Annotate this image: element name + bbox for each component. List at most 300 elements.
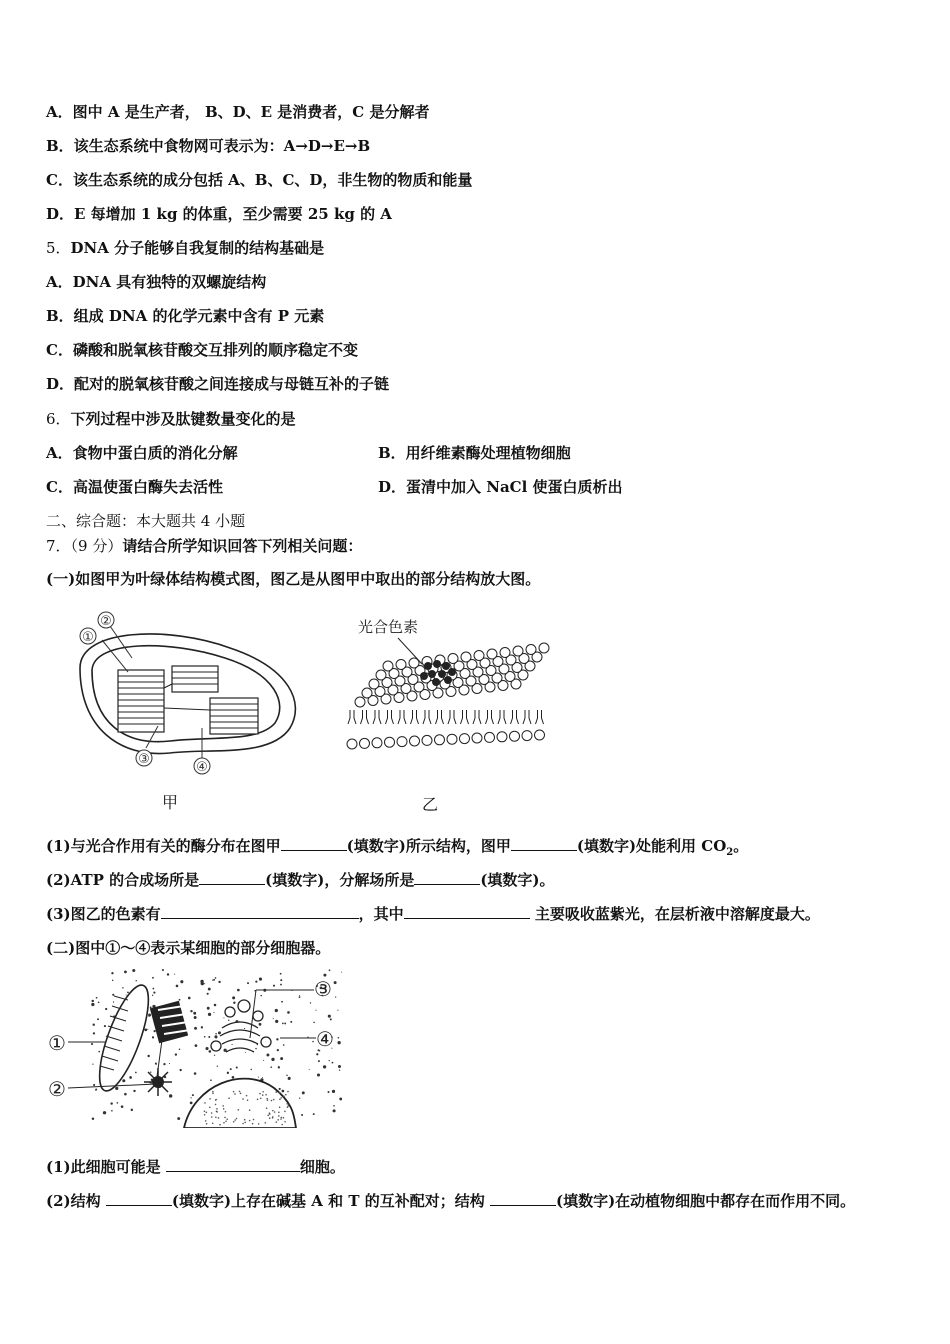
chromatin-dot (238, 1109, 240, 1111)
ribosome-dot (163, 1063, 165, 1065)
ribosome-dot (262, 1077, 263, 1078)
ribosome-dot (330, 1018, 332, 1020)
ribosome-dot (307, 1036, 308, 1037)
chromatin-dot (283, 1095, 285, 1097)
ribosome-dot (204, 1036, 206, 1038)
chromatin-dot (278, 1115, 280, 1117)
answer-blank[interactable] (161, 904, 359, 919)
ribosome-dot (98, 1001, 100, 1003)
ribosome-dot (312, 1041, 314, 1043)
q7-sub1-end: 。 (733, 837, 749, 855)
ribosome-dot (236, 1067, 238, 1069)
ribosome-dot (301, 1114, 303, 1116)
lipid-head (461, 652, 471, 662)
q5-text: DNA 分子能够自我复制的结构基础是 (70, 239, 325, 257)
ribosome-dot (328, 1015, 331, 1018)
ribosome-dot (290, 1021, 292, 1023)
answer-blank[interactable] (490, 1191, 556, 1206)
ribosome-dot (91, 1043, 93, 1045)
chromatin-dot (216, 1111, 218, 1113)
chromatin-dot (273, 1099, 275, 1101)
chromatin-dot (280, 1117, 282, 1119)
ribosome-dot (162, 969, 164, 971)
chromatin-dot (262, 1094, 264, 1096)
ribosome-dot (96, 997, 98, 999)
ribosome-dot (188, 997, 191, 1000)
lipid-tail (348, 710, 356, 724)
ribosome-dot (93, 1032, 95, 1034)
chromatin-dot (258, 1123, 260, 1125)
ribosome-dot (309, 1069, 310, 1070)
ribosome-dot (288, 1077, 291, 1080)
chromatin-dot (234, 1119, 236, 1121)
ribosome-dot (212, 979, 213, 980)
ribosome-dot (93, 1084, 95, 1086)
ribosome-dot (215, 977, 217, 979)
q6-number: 6． (46, 410, 71, 428)
ribosome-dot (135, 1072, 137, 1074)
chromatin-dot (244, 1122, 246, 1124)
chromatin-dot (236, 1118, 238, 1120)
ribosome-dot (209, 1050, 212, 1053)
chloroplast-label-1: ① (82, 630, 94, 645)
chromatin-dot (285, 1094, 287, 1096)
ribosome-dot (179, 1069, 181, 1071)
ribosome-dot (338, 1065, 341, 1068)
ribosome-dot (277, 1049, 279, 1051)
q6-option-a: A．食物中蛋白质的消化分解 (46, 444, 238, 462)
chromatin-dot (265, 1122, 267, 1124)
thylakoid-membrane-diagram (340, 612, 560, 762)
ribosome-dot (334, 981, 337, 984)
ribosome-dot (339, 1098, 342, 1101)
lipid-head (460, 734, 470, 744)
ribosome-dot (167, 973, 169, 975)
ribosome-dot (93, 1023, 95, 1025)
chromatin-dot (284, 1121, 286, 1123)
ribosome-dot (117, 1102, 119, 1104)
ribosome-dot (133, 1090, 135, 1092)
ribosome-dot (258, 1077, 259, 1078)
q6-option-c: C．高温使蛋白酶失去活性 (46, 478, 223, 496)
ribosome-dot (215, 1033, 217, 1035)
chromatin-dot (252, 1123, 254, 1125)
ribosome-dot (329, 969, 331, 971)
ribosome-dot (152, 995, 153, 996)
ribosome-dot (316, 1053, 318, 1055)
ribosome-dot (95, 1090, 96, 1091)
ribosome-dot (155, 1063, 156, 1064)
lipid-head (383, 661, 393, 671)
q7-sub3-part-a: (3)图乙的色素有 (46, 905, 161, 923)
q5-option-d: D．配对的脱氧核苷酸之间连接成与母链互补的子链 (46, 375, 390, 393)
ribosome-dot (255, 981, 257, 983)
ribosome-dot (214, 1004, 217, 1007)
ribosome-dot (318, 1060, 320, 1062)
ribosome-dot (323, 1065, 326, 1068)
chromatin-dot (246, 1095, 248, 1097)
chromatin-dot (287, 1091, 289, 1093)
section2-heading: 二、综合题：本大题共 4 小题 (46, 512, 246, 530)
ribosome-dot (174, 974, 175, 975)
q6-row-cd (46, 477, 623, 497)
q4-option-c: C．该生态系统的成分包括 A、B、C、D，非生物的物质和能量 (46, 171, 473, 189)
ribosome-dot (91, 1000, 93, 1002)
ribosome-dot (287, 1011, 290, 1014)
q4-option-b: B．该生态系统中食物网可表示为：A→D→E→B (46, 137, 371, 155)
ribosome-dot (317, 1073, 320, 1076)
ribosome-dot (237, 989, 240, 992)
q4-option-a: A．图中 A 是生产者， B、D、E 是消费者，C 是分解者 (46, 103, 430, 121)
ribosome-dot (280, 984, 282, 986)
chromatin-dot (283, 1117, 285, 1119)
ribosome-dot (283, 1044, 285, 1046)
ribosome-dot (115, 1087, 118, 1090)
chromatin-dot (277, 1119, 279, 1121)
ribosome-dot (104, 1025, 106, 1027)
chromatin-dot (275, 1091, 277, 1093)
ribosome-dot (190, 1010, 192, 1012)
ribosome-dot (332, 1090, 335, 1093)
chromatin-dot (286, 1103, 288, 1105)
lipid-head (376, 670, 386, 680)
q7-sub1-part-b: (填数字)所示结构，图甲 (346, 837, 511, 855)
chromatin-dot (260, 1097, 262, 1099)
q6-stem (46, 409, 296, 429)
ribosome-dot (111, 972, 113, 974)
ribosome-dot (92, 1117, 94, 1119)
ribosome-dot (284, 1023, 286, 1025)
lipid-head (355, 697, 365, 707)
ribosome-dot (208, 988, 211, 991)
cell-label-1: ① (48, 1031, 66, 1055)
lipid-head (385, 737, 395, 747)
chloroplast-label-3: ③ (138, 752, 150, 767)
q7-stem (46, 536, 362, 556)
ribosome-dot (122, 1079, 125, 1082)
answer-blank[interactable] (281, 836, 347, 851)
lipid-head (447, 734, 457, 744)
ribosome-dot (232, 996, 235, 999)
ribosome-dot (213, 1012, 214, 1013)
ribosome-dot (110, 1102, 112, 1104)
q7-sub2 (46, 870, 555, 890)
lipid-head (472, 733, 482, 743)
ribosome-dot (112, 980, 113, 981)
ribosome-dot (280, 979, 282, 981)
ribosome-dot (204, 983, 205, 984)
ribosome-dot (273, 1018, 274, 1019)
chromatin-dot (275, 1121, 277, 1123)
chromatin-dot (223, 1122, 225, 1124)
ribosome-dot (276, 1038, 278, 1040)
ribosome-dot (103, 1111, 106, 1114)
ribosome-dot (205, 1047, 208, 1050)
q7-part2-sub2-part-a: (2)结构 (46, 1192, 106, 1210)
q6-row-ab (46, 443, 571, 463)
ribosome-dot (176, 985, 179, 988)
q7-sub2-part-b: (填数字)，分解场所是 (265, 871, 415, 889)
ribosome-dot (147, 1029, 148, 1030)
chromatin-dot (280, 1097, 282, 1099)
answer-blank[interactable] (199, 870, 265, 885)
answer-blank[interactable] (166, 1157, 300, 1172)
q7-part2-sub2-part-c: (填数字)在动植物细胞中都存在而作用不同。 (555, 1192, 856, 1210)
ribosome-dot (313, 1113, 315, 1115)
ribosome-dot (299, 995, 300, 996)
lipid-tail (411, 710, 419, 724)
ribosome-dot (121, 1105, 124, 1108)
q5-option-a: A．DNA 具有独特的双螺旋结构 (46, 273, 267, 291)
ribosome-dot (263, 1060, 264, 1061)
ribosome-dot (194, 1016, 197, 1019)
chromatin-dot (212, 1091, 214, 1093)
q7-sub3 (46, 904, 820, 924)
lipid-tail (523, 710, 531, 724)
lipid-head (360, 738, 370, 748)
ribosome-dot (111, 1110, 113, 1112)
ribosome-dot (152, 1036, 154, 1038)
ribosome-dot (98, 1051, 100, 1053)
lipid-head (410, 736, 420, 746)
chromatin-dot (266, 1098, 268, 1100)
ribosome-dot (194, 1072, 197, 1075)
q7-sub2-part-c: (填数字)。 (480, 871, 555, 889)
chromatin-dot (272, 1116, 274, 1118)
ribosome-dot (195, 1044, 198, 1047)
ribosome-dot (208, 1036, 210, 1038)
ribosome-dot (152, 988, 154, 990)
ribosome-dot (333, 1109, 336, 1112)
chromatin-dot (206, 1112, 208, 1114)
lipid-tail (511, 710, 519, 724)
ribosome-dot (218, 1031, 221, 1034)
chromatin-dot (280, 1118, 282, 1120)
chromatin-dot (211, 1116, 213, 1118)
q4-option-d: D．E 每增加 1 kg 的体重，至少需要 25 kg 的 A (46, 205, 392, 223)
ribosome-dot (124, 1093, 127, 1096)
chromatin-dot (211, 1112, 213, 1114)
ribosome-dot (92, 1064, 93, 1065)
ribosome-dot (113, 1001, 114, 1002)
ribosome-dot (210, 1079, 212, 1081)
ribosome-dot (169, 1063, 170, 1064)
q5-stem (46, 238, 324, 258)
ribosome-dot (247, 982, 249, 984)
ribosome-dot (270, 1066, 272, 1068)
q5-number: 5． (46, 239, 71, 257)
ribosome-dot (124, 971, 127, 974)
ribosome-dot (335, 996, 336, 997)
answer-blank[interactable] (106, 1191, 172, 1206)
ribosome-dot (193, 1012, 196, 1015)
chromatin-dot (284, 1111, 286, 1113)
chromatin-dot (225, 1120, 227, 1122)
chromatin-dot (271, 1100, 273, 1102)
ribosome-dot (147, 1055, 149, 1057)
ribosome-dot (207, 1007, 210, 1010)
chromatin-dot (274, 1111, 276, 1113)
q6-option-b: B．用纤维素酶处理植物细胞 (378, 444, 571, 462)
lipid-tail (373, 710, 381, 724)
chloroplast-label-4: ④ (196, 760, 208, 775)
ribosome-dot (91, 1003, 94, 1006)
q7-part2-sub2 (46, 1191, 855, 1211)
chromatin-dot (224, 1117, 226, 1119)
ribosome-dot (299, 996, 301, 998)
ribosome-dot (126, 995, 127, 996)
lipid-head (485, 732, 495, 742)
lipid-head (500, 648, 510, 658)
ribosome-dot (152, 977, 154, 979)
ribosome-dot (201, 1026, 203, 1028)
chloroplast-label-2: ② (100, 614, 112, 629)
chromatin-dot (267, 1099, 269, 1101)
chromatin-dot (215, 1117, 217, 1119)
chromatin-dot (216, 1108, 218, 1110)
ribosome-dot (153, 992, 155, 994)
ribosome-dot (194, 1027, 197, 1030)
lipid-tail (398, 710, 406, 724)
ribosome-dot (213, 979, 215, 981)
lipid-head (526, 645, 536, 655)
chromatin-dot (204, 1110, 206, 1112)
q7-number: 7．（9 分） (46, 537, 123, 555)
lipid-tail (436, 710, 444, 724)
chromatin-dot (209, 1098, 211, 1100)
q6-option-d: D．蛋清中加入 NaCl 使蛋白质析出 (378, 478, 623, 496)
ribosome-dot (260, 995, 261, 996)
q7-sub1 (46, 836, 748, 863)
ribosome-dot (255, 1048, 256, 1049)
answer-blank[interactable] (511, 836, 577, 851)
chromatin-dot (279, 1092, 281, 1094)
ribosome-dot (215, 1036, 217, 1038)
q7-part2-intro: (二)图中①～④表示某细胞的部分细胞器。 (46, 939, 331, 957)
chromatin-dot (247, 1099, 249, 1101)
figure-yi-caption: 乙 (422, 795, 439, 814)
ribosome-dot (316, 1010, 317, 1011)
chromatin-dot (204, 1102, 206, 1104)
ribosome-dot (280, 973, 282, 975)
chromatin-dot (212, 1092, 214, 1094)
chromatin-dot (269, 1117, 271, 1119)
ribosome-dot (207, 993, 209, 995)
chromatin-dot (242, 1123, 244, 1125)
q7-sub3-part-b: ，其中 (358, 905, 404, 923)
ribosome-dot (282, 1022, 284, 1024)
q7-part2-sub1-part-b: 细胞。 (299, 1158, 345, 1176)
lipid-head (510, 731, 520, 741)
ribosome-dot (122, 987, 123, 988)
chromatin-dot (249, 1109, 251, 1111)
ribosome-dot (310, 1002, 311, 1003)
chromatin-dot (209, 1106, 211, 1108)
ribosome-dot (192, 1094, 194, 1096)
ribosome-dot (281, 1001, 283, 1003)
ribosome-dot (217, 1065, 218, 1066)
ribosome-dot (232, 1076, 235, 1079)
q7-sub3-part-c: 主要吸收蓝紫光，在层析液中溶解度最大。 (529, 905, 820, 923)
ribosome-dot (230, 1068, 232, 1070)
lipid-head (396, 660, 406, 670)
lipid-head (362, 688, 372, 698)
ribosome-dot (97, 1018, 99, 1020)
chromatin-dot (242, 1098, 244, 1100)
chromatin-dot (266, 1107, 268, 1109)
cell-label-2: ② (48, 1077, 66, 1101)
chromatin-dot (267, 1115, 269, 1117)
chromatin-dot (215, 1104, 217, 1106)
ribosome-dot (333, 1105, 335, 1107)
q7-part2-sub1-part-a: (1)此细胞可能是 (46, 1158, 166, 1176)
chromatin-dot (272, 1110, 274, 1112)
ribosome-dot (271, 1058, 274, 1061)
ribosome-dot (154, 1030, 156, 1032)
answer-blank[interactable] (404, 904, 530, 919)
ribosome-dot (180, 980, 183, 983)
ribosome-dot (127, 991, 129, 993)
chloroplast-diagram (60, 608, 310, 788)
chromatin-dot (244, 1119, 246, 1121)
ribosome-dot (190, 1102, 193, 1105)
ribosome-dot (132, 969, 135, 972)
lipid-head (347, 739, 357, 749)
q7-part1-intro: (一)如图甲为叶绿体结构模式图，图乙是从图甲中取出的部分结构放大图。 (46, 570, 541, 588)
chromatin-dot (259, 1093, 261, 1095)
lipid-tail (473, 710, 481, 724)
ribosome-dot (200, 980, 203, 983)
lipid-tail (386, 710, 394, 724)
chromatin-dot (206, 1123, 208, 1125)
lipid-tail (498, 710, 506, 724)
chromatin-dot (215, 1099, 217, 1101)
ribosome-dot (169, 1094, 172, 1097)
ribosome-dot (302, 1091, 305, 1094)
ribosome-dot (266, 1053, 269, 1056)
ribosome-dot (144, 1028, 147, 1031)
lipid-tail (423, 710, 431, 724)
lipid-head (539, 643, 549, 653)
chromatin-dot (278, 1111, 280, 1113)
chromatin-dot (233, 1121, 235, 1123)
ribosome-dot (218, 981, 220, 983)
ribosome-dot (341, 972, 342, 973)
ribosome-dot (275, 1020, 278, 1023)
lipid-tail (536, 710, 544, 724)
answer-blank[interactable] (414, 870, 480, 885)
ribosome-dot (112, 994, 114, 996)
ribosome-dot (105, 1008, 107, 1010)
ribosome-dot (259, 1023, 262, 1026)
chromatin-dot (218, 1117, 220, 1119)
ribosome-dot (228, 1020, 229, 1021)
chromatin-dot (279, 1106, 281, 1108)
chromatin-dot (239, 1091, 241, 1093)
chromatin-dot (205, 1120, 207, 1122)
ribosome-dot (337, 1010, 338, 1011)
chromatin-dot (269, 1113, 271, 1115)
q5-option-b: B．组成 DNA 的化学元素中含有 P 元素 (46, 307, 325, 325)
lipid-head (513, 646, 523, 656)
chromatin-dot (225, 1111, 227, 1113)
chromatin-dot (265, 1094, 267, 1096)
cell-label-4: ④ (316, 1027, 334, 1051)
q7-part2-sub2-part-b: (填数字)上存在碱基 A 和 T 的互补配对；结构 (171, 1192, 490, 1210)
q7-sub2-part-a: (2)ATP 的合成场所是 (46, 871, 200, 889)
ribosome-dot (233, 1002, 235, 1004)
q7-sub1-part-c: (填数字)处能利用 CO (576, 837, 727, 855)
